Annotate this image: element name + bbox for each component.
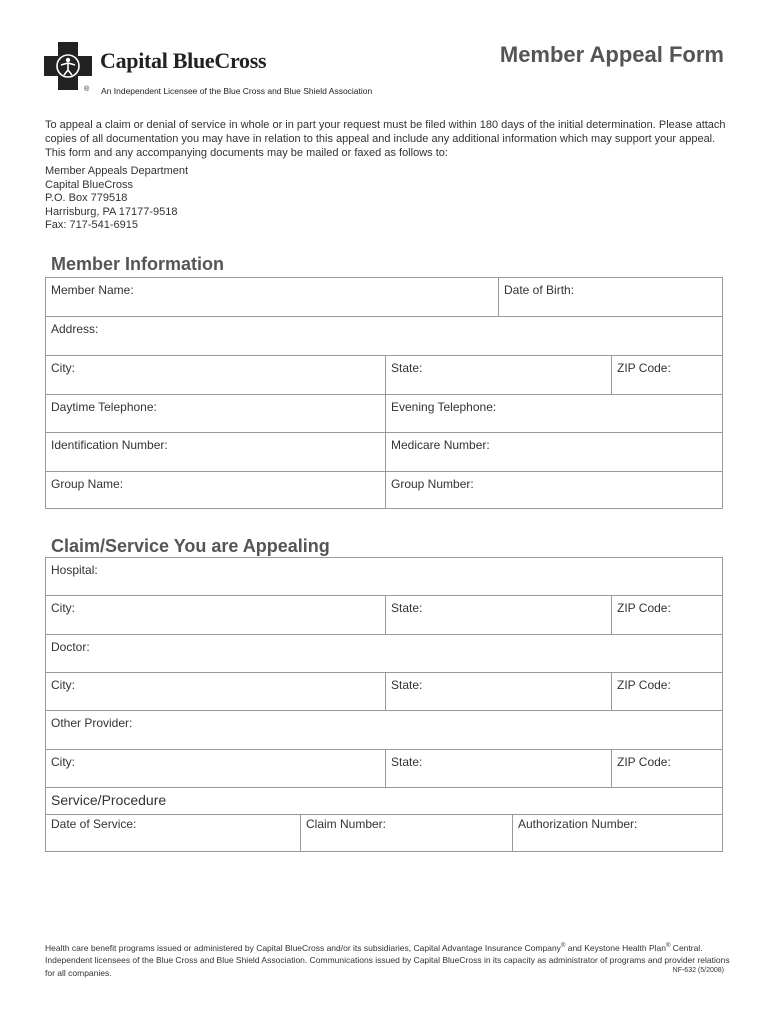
doctor-city-field[interactable]	[46, 673, 385, 710]
capital-bluecross-logo	[44, 42, 404, 98]
field-label: City:	[51, 678, 75, 692]
field-label: State:	[391, 361, 423, 375]
field-label: Authorization Number:	[518, 817, 638, 831]
brand-name: Capital BlueCross	[100, 48, 267, 73]
form-row	[46, 673, 722, 711]
field-label: Address:	[51, 322, 99, 336]
field-label: Date of Birth:	[504, 283, 575, 297]
member-name-field[interactable]	[46, 278, 498, 316]
form-row	[46, 558, 722, 596]
member-information-title: Member Information	[51, 254, 225, 274]
field-label: Claim Number:	[306, 817, 387, 831]
claim-service-table	[45, 557, 723, 852]
field-label: State:	[391, 678, 423, 692]
footer-text: and Keystone Health Plan	[565, 942, 667, 953]
address-line: Fax: 717-541-6915	[45, 219, 138, 232]
provider-zip-field[interactable]	[611, 750, 722, 787]
zip-code-field[interactable]	[611, 356, 722, 394]
form-row	[46, 278, 722, 317]
hospital-state-field[interactable]	[385, 596, 611, 634]
hospital-city-field[interactable]	[46, 596, 385, 634]
address-line: Member Appeals Department	[45, 165, 189, 177]
registered-mark: ®	[560, 943, 566, 949]
group-name-field[interactable]	[46, 472, 385, 509]
group-number-field[interactable]	[385, 472, 722, 509]
date-of-service-field[interactable]	[46, 815, 300, 852]
field-label: Group Number:	[391, 477, 474, 491]
city-field[interactable]	[46, 356, 385, 394]
service-fields	[46, 814, 722, 852]
brand-tagline: An Independent Licensee of the Blue Cross and Blue Shield Association	[101, 86, 373, 96]
form-row	[46, 356, 722, 395]
field-label: Other Provider:	[51, 716, 133, 730]
footer-text: Central. Independent licensees of the Blue Cross and Blue Shield Association. Communications issued by Capital BlueCross in its capacity as administrator of programs and provider relations for all companies.	[45, 942, 730, 978]
form-row	[46, 635, 722, 673]
field-label: Member Name:	[51, 283, 134, 297]
form-row	[46, 433, 722, 472]
date-of-birth-field[interactable]	[498, 278, 722, 316]
field-label: ZIP Code:	[617, 678, 671, 692]
field-label: Doctor:	[51, 640, 90, 654]
other-provider-field[interactable]	[46, 711, 722, 749]
provider-city-field[interactable]	[46, 750, 385, 787]
field-label: Date of Service:	[51, 817, 137, 831]
address-field[interactable]	[46, 317, 722, 355]
form-row	[46, 395, 722, 433]
doctor-field[interactable]	[46, 635, 722, 672]
field-label: ZIP Code:	[617, 361, 671, 375]
field-label: Daytime Telephone:	[51, 400, 157, 414]
form-row	[46, 596, 722, 635]
address-line: Capital BlueCross	[45, 178, 134, 191]
service-procedure-row	[46, 788, 722, 852]
intro-paragraph: To appeal a claim or denial of service in whole or in part your request must be filed within 180 days of the initial determination. Please attach copies of all documentation you may have in relation to this appeal and include any additional information which may support your appeal. This form and any accompanying documents may be mailed or faxed as follows to:	[45, 119, 726, 159]
registered-mark: ®	[84, 86, 90, 93]
hospital-field[interactable]	[46, 558, 722, 595]
field-label: City:	[51, 361, 75, 375]
field-label: ZIP Code:	[617, 755, 671, 769]
footer-disclaimer	[45, 940, 735, 979]
field-label: Hospital:	[51, 563, 98, 577]
member-information-table	[45, 277, 723, 509]
field-label: Medicare Number:	[391, 438, 490, 452]
field-label: City:	[51, 755, 75, 769]
field-label: ZIP Code:	[617, 601, 671, 615]
state-field[interactable]	[385, 356, 611, 394]
claim-number-field[interactable]	[300, 815, 512, 852]
field-label: City:	[51, 601, 75, 615]
mailing-address	[45, 165, 188, 233]
doctor-zip-field[interactable]	[611, 673, 722, 710]
hospital-zip-field[interactable]	[611, 596, 722, 634]
authorization-number-field[interactable]	[512, 815, 722, 852]
field-label: State:	[391, 755, 423, 769]
form-code: NF-632 (5/2008)	[672, 967, 724, 974]
service-procedure-heading: Service/Procedure	[51, 792, 167, 808]
address-line: Harrisburg, PA 17177-9518	[45, 205, 178, 218]
bluecross-cross-icon	[44, 42, 92, 90]
evening-telephone-field[interactable]	[385, 395, 722, 432]
footer-text: Health care benefit programs issued or administered by Capital BlueCross and/or its subsidiaries, Capital Advantage Insurance Company	[45, 942, 561, 953]
address-line: P.O. Box 779518	[45, 192, 128, 205]
provider-state-field[interactable]	[385, 750, 611, 787]
doctor-state-field[interactable]	[385, 673, 611, 710]
field-label: Group Name:	[51, 477, 124, 491]
field-label: State:	[391, 601, 423, 615]
claim-service-title: Claim/Service You are Appealing	[51, 536, 330, 556]
form-row	[46, 750, 722, 788]
medicare-number-field[interactable]	[385, 433, 722, 471]
form-title: Member Appeal Form	[499, 42, 724, 67]
registered-mark: ®	[666, 943, 671, 949]
field-label: Evening Telephone:	[391, 400, 497, 414]
form-row	[46, 472, 722, 509]
identification-number-field[interactable]	[46, 433, 385, 471]
field-label: Identification Number:	[51, 438, 168, 452]
form-row	[46, 317, 722, 356]
form-row	[46, 711, 722, 750]
daytime-telephone-field[interactable]	[46, 395, 385, 432]
